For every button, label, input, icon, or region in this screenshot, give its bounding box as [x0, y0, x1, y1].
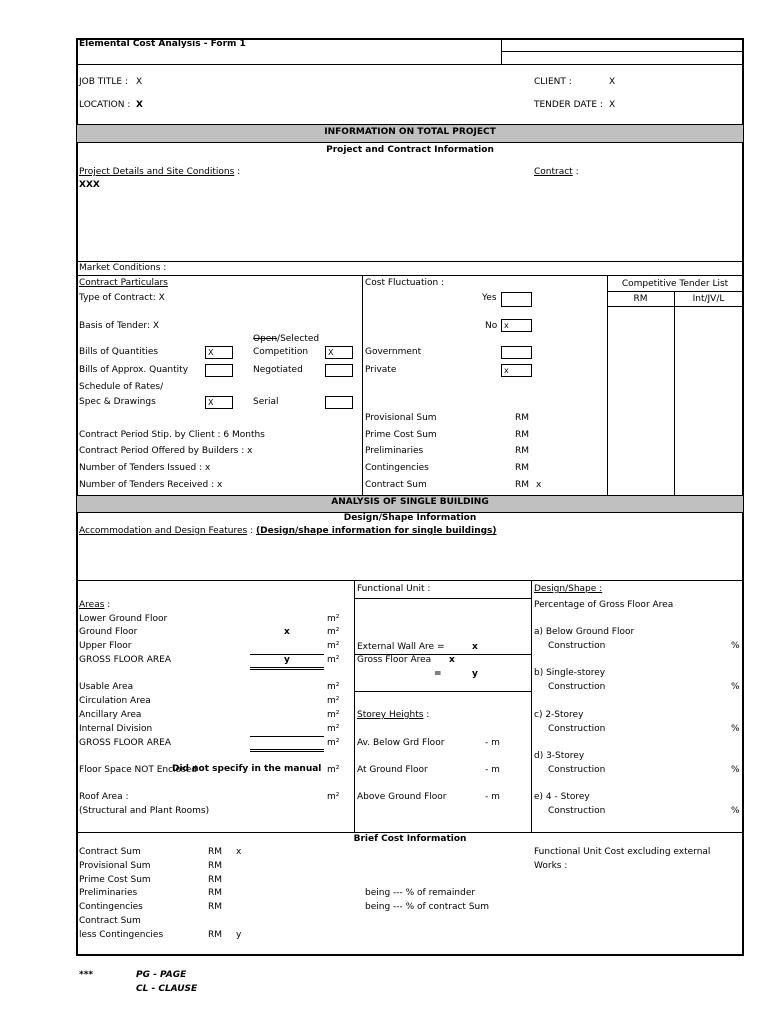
brief-contract-sum-rm: RM	[208, 847, 223, 857]
prime-cost-rm: RM	[515, 430, 530, 440]
no-box[interactable]: x	[501, 319, 532, 332]
storey-heights-title: Storey Heights	[357, 710, 424, 720]
gross-floor-value: x	[449, 655, 455, 665]
tender-date-label: TENDER DATE :	[534, 100, 603, 110]
unit-upper: m²	[327, 641, 340, 651]
ext-wall-value: x	[472, 642, 478, 652]
unit-circulation: m²	[327, 696, 340, 706]
government-label: Government	[365, 347, 422, 357]
unit-lower: m²	[327, 614, 340, 624]
areas-heading	[79, 600, 110, 611]
contract-sum-label: Contract Sum	[365, 480, 427, 490]
open-selected	[253, 334, 319, 345]
ground-floor-label: Ground Floor	[79, 627, 138, 637]
unit-gfa2: m²	[327, 738, 340, 748]
location-label: LOCATION :	[79, 100, 131, 110]
areas-colon: :	[107, 600, 111, 610]
at-ground-value: - m	[485, 765, 500, 775]
negotiated-label: Negotiated	[253, 365, 303, 375]
contract-sum-value: x	[536, 480, 542, 490]
brief-provisional-rm: RM	[208, 861, 223, 871]
design-shape-title: Design/Shape :	[534, 584, 603, 594]
project-details-colon: :	[237, 167, 241, 177]
single-storey-label: b) Single-storey	[534, 668, 606, 678]
accom-label: Accommodation and Design Features	[79, 526, 248, 536]
functional-works: Works :	[534, 861, 568, 871]
lower-ground-label: Lower Ground Floor	[79, 614, 168, 624]
footer-cl: CL - CLAUSE	[136, 984, 198, 994]
roof-area-note: (Structural and Plant Rooms)	[79, 806, 210, 816]
market-conditions: Market Conditions :	[79, 263, 167, 273]
provisional-sum-label: Provisional Sum	[365, 413, 437, 423]
unit-internal: m²	[327, 724, 340, 734]
contract-heading	[534, 167, 579, 178]
approx-box[interactable]	[205, 364, 233, 377]
being-remainder: being --- % of remainder	[365, 888, 476, 898]
job-title-label: JOB TITLE :	[79, 77, 129, 87]
construction-d: Construction	[548, 765, 606, 775]
project-details-label: Project Details and Site Conditions	[79, 167, 235, 177]
below-ground-floor-label: a) Below Ground Floor	[534, 627, 635, 637]
type-of-contract: Type of Contract: X	[79, 293, 165, 303]
private-label: Private	[365, 365, 397, 375]
ancillary-area-label: Ancillary Area	[79, 710, 142, 720]
form-title: Elemental Cost Analysis - Form 1	[79, 39, 246, 49]
contract-sum-rm: RM	[515, 480, 530, 490]
circulation-area-label: Circulation Area	[79, 696, 151, 706]
brief-provisional-label: Provisional Sum	[79, 861, 151, 871]
tender-list-col-int: Int/JV/L	[692, 294, 725, 304]
unit-not-enclosed: m²	[327, 765, 340, 775]
unit-ground: m²	[327, 627, 340, 637]
preliminaries-label: Preliminaries	[365, 446, 424, 456]
storey-heights-heading	[357, 710, 429, 721]
section-design-shape-title: Design/Shape Information	[343, 513, 477, 523]
job-title-value: X	[136, 77, 143, 87]
no-label: No	[485, 321, 498, 331]
brief-less-cont-value: y	[236, 930, 242, 940]
usable-area-label: Usable Area	[79, 682, 134, 692]
upper-floor-label: Upper Floor	[79, 641, 132, 651]
unit-roof: m²	[327, 792, 340, 802]
footer-stars: ***	[79, 970, 94, 980]
open-word: Open	[253, 334, 278, 344]
brief-contingencies-label: Contingencies	[79, 902, 143, 912]
tender-list-col-rm: RM	[633, 294, 648, 304]
construction-b: Construction	[548, 682, 606, 692]
brief-contract-sum-label: Contract Sum	[79, 847, 141, 857]
cost-fluctuation-label: Cost Fluctuation :	[365, 278, 445, 288]
accom-value: (Design/shape information for single buildings)	[256, 526, 497, 536]
negotiated-box[interactable]	[325, 364, 353, 377]
functional-unit-title: Functional Unit :	[357, 584, 431, 594]
yes-label: Yes	[482, 293, 497, 303]
brief-contingencies-rm: RM	[208, 902, 223, 912]
internal-division-label: Internal Division	[79, 724, 153, 734]
ground-floor-value: x	[284, 627, 290, 637]
serial-label: Serial	[253, 397, 279, 407]
brief-prime-rm: RM	[208, 875, 223, 885]
percent-d: %	[731, 765, 740, 775]
percent-c: %	[731, 724, 740, 734]
approx-label: Bills of Approx. Quantity	[79, 365, 189, 375]
above-ground-label: Above Ground Floor	[357, 792, 447, 802]
footer-pg: PG - PAGE	[136, 970, 187, 980]
brief-contract-sum-value: x	[236, 847, 242, 857]
above-ground-value: - m	[485, 792, 500, 802]
spec-label: Spec & Drawings	[79, 397, 156, 407]
percent-a: %	[731, 641, 740, 651]
location-value: X	[136, 100, 143, 110]
at-ground-label: At Ground Floor	[357, 765, 428, 775]
spec-box[interactable]: X	[205, 396, 233, 409]
project-details-heading	[79, 167, 240, 178]
equals-value: y	[472, 669, 478, 679]
section-contract-info-title: Project and Contract Information	[326, 145, 494, 155]
brief-less-cont-rm: RM	[208, 930, 223, 940]
contingencies-rm: RM	[515, 463, 530, 473]
tender-date-value: X	[609, 100, 616, 110]
contract-particulars: Contract Particulars	[79, 278, 168, 288]
brief-cost-title: Brief Cost Information	[353, 834, 467, 844]
brief-preliminaries-rm: RM	[208, 888, 223, 898]
pct-gfa-label: Percentage of Gross Floor Area	[534, 600, 674, 610]
functional-unit-cost: Functional Unit Cost excluding external	[534, 847, 711, 857]
not-enclosed-label: Floor Space NOT Enclosed	[79, 765, 197, 775]
contingencies-label: Contingencies	[365, 463, 429, 473]
competition-label: Competition	[253, 347, 309, 357]
gfa2-label: GROSS FLOOR AREA	[79, 738, 172, 748]
construction-e: Construction	[548, 806, 606, 816]
construction-a: Construction	[548, 641, 606, 651]
preliminaries-rm: RM	[515, 446, 530, 456]
below-grd-label: Av. Below Grd Floor	[357, 738, 445, 748]
client-value: X	[609, 77, 616, 87]
percent-b: %	[731, 682, 740, 692]
sor-label: Schedule of Rates/	[79, 382, 164, 392]
construction-c: Construction	[548, 724, 606, 734]
section-single-building-title: ANALYSIS OF SINGLE BUILDING	[331, 497, 489, 507]
serial-box[interactable]	[325, 396, 353, 409]
accom-colon: :	[250, 526, 254, 536]
tenders-issued: Number of Tenders Issued : x	[79, 463, 211, 473]
being-contract-sum: being --- % of contract Sum	[365, 902, 490, 912]
government-box[interactable]	[501, 346, 532, 359]
equals-sign: =	[434, 669, 442, 679]
unit-gfa: m²	[327, 655, 340, 665]
boq-box[interactable]: X	[205, 346, 233, 359]
tender-list-title: Competitive Tender List	[621, 279, 729, 289]
brief-less-cont-label: less Contingencies	[79, 930, 164, 940]
client-label: CLIENT :	[534, 77, 572, 87]
boq-label: Bills of Quantities	[79, 347, 159, 357]
brief-contract-sum2-label: Contract Sum	[79, 916, 141, 926]
yes-box[interactable]	[501, 292, 532, 307]
private-box[interactable]: x	[501, 364, 532, 377]
gfa-label: GROSS FLOOR AREA	[79, 655, 172, 665]
ext-wall-label: External Wall Are =	[357, 642, 445, 652]
contract-colon: :	[575, 167, 579, 177]
not-specified-note: Did not specify in the manual	[172, 764, 322, 774]
four-storey-label: e) 4 - Storey	[534, 792, 590, 802]
section-total-project-title: INFORMATION ON TOTAL PROJECT	[324, 127, 496, 137]
gross-floor-label: Gross Floor Area	[357, 655, 432, 665]
accom-heading	[79, 526, 497, 537]
unit-ancillary: m²	[327, 710, 340, 720]
percent-e: %	[731, 806, 740, 816]
two-storey-label: c) 2-Storey	[534, 710, 584, 720]
areas-title: Areas	[79, 600, 105, 610]
below-grd-value: - m	[485, 738, 500, 748]
storey-heights-colon: :	[426, 710, 430, 720]
gfa-value: y	[284, 655, 290, 665]
tenders-received: Number of Tenders Received : x	[79, 480, 223, 490]
competition-box[interactable]: X	[325, 346, 353, 359]
brief-preliminaries-label: Preliminaries	[79, 888, 138, 898]
brief-prime-label: Prime Cost Sum	[79, 875, 151, 885]
period-offer: Contract Period Offered by Builders : x	[79, 446, 253, 456]
roof-area-label: Roof Area :	[79, 792, 129, 802]
contract-label: Contract	[534, 167, 573, 177]
period-stip: Contract Period Stip. by Client : 6 Months	[79, 430, 265, 440]
provisional-sum-rm: RM	[515, 413, 530, 423]
prime-cost-label: Prime Cost Sum	[365, 430, 437, 440]
project-details-value: XXX	[79, 180, 100, 190]
three-storey-label: d) 3-Storey	[534, 751, 585, 761]
basis-of-tender: Basis of Tender: X	[79, 321, 160, 331]
unit-usable: m²	[327, 682, 340, 692]
selected-word: /Selected	[277, 334, 320, 344]
